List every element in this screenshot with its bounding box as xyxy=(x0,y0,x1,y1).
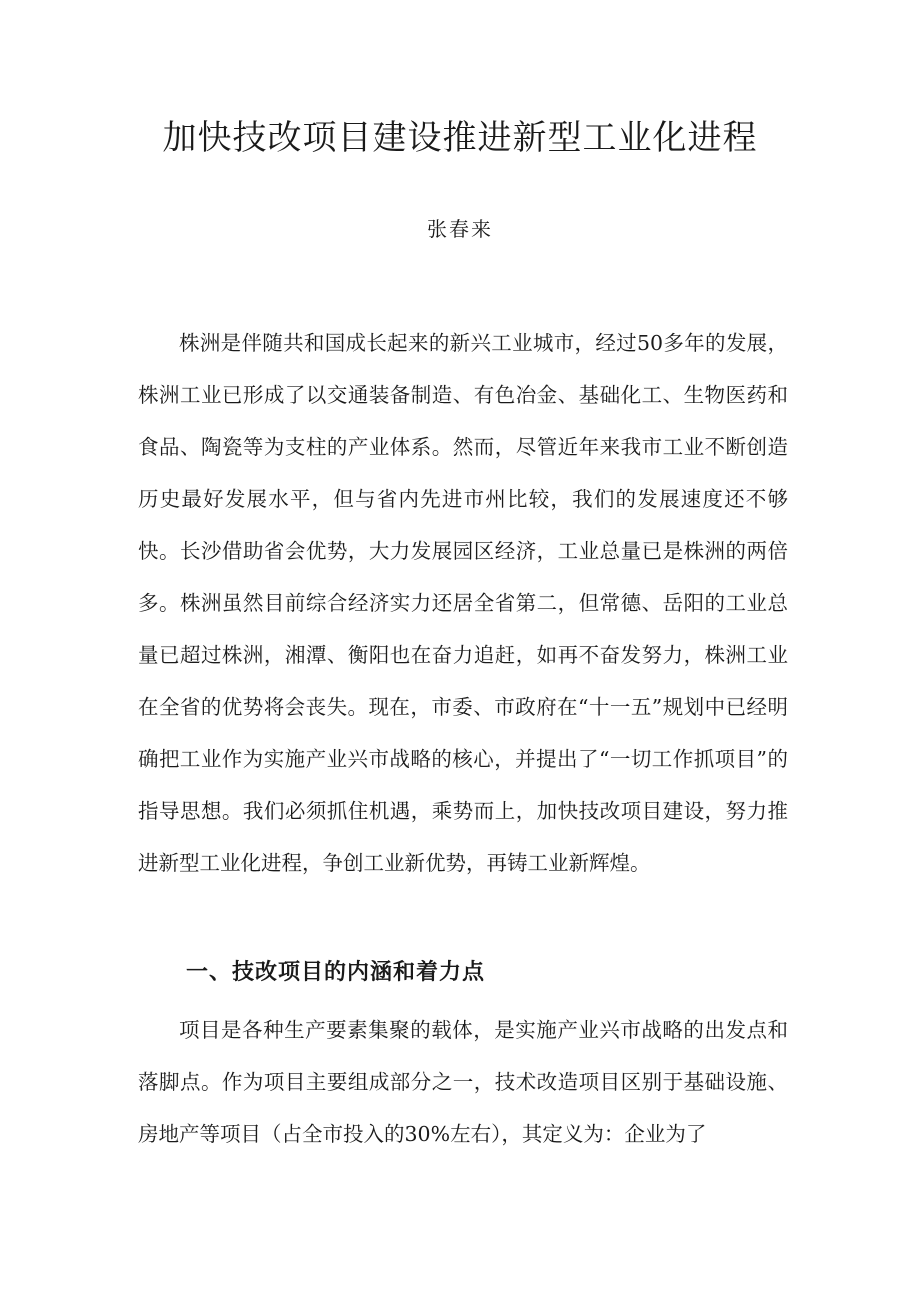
section-heading-1: 一、技改项目的内涵和着力点 xyxy=(186,959,486,985)
body-paragraph-intro: 株洲是伴随共和国成长起来的新兴工业城市，经过50多年的发展，株洲工业已形成了以交通装备制造、有色冶金、基础化工、生物医药和食品、陶瓷等为支柱的产业体系。然而，尽管近年来我市工业不断创造历史最好发展水平，但与省内先进市州比较，我们的发展速度还不够快。长沙借助省会优势，大力发展园区经济，工业总量已是株洲的两倍多。株洲虽然目前综合经济实力还居全省第二，但常德、岳阳的工业总量已超过株洲，湘潭、衡阳也在奋力追赶，如再不奋发努力，株洲工业在全省的优势将会丧失。现在，市委、市政府在“十一五”规划中已经明确把工业作为实施产业兴市战略的核心，并提出了“一切工作抓项目”的指导思想。我们必须抓住机遇，乘势而上，加快技改项目建设，努力推进新型工业化进程，争创工业新优势，再铸工业新辉煌。 xyxy=(138,331,788,875)
body-paragraph-section-1: 项目是各种生产要素集聚的载体，是实施产业兴市战略的出发点和落脚点。作为项目主要组成部分之一，技术改造项目区别于基础设施、房地产等项目（占全市投入的30%左右），其定义为：企业为了 xyxy=(138,1018,788,1146)
document-author: 张春来 xyxy=(427,217,493,241)
document-title: 加快技改项目建设推进新型工业化进程 xyxy=(162,118,758,158)
